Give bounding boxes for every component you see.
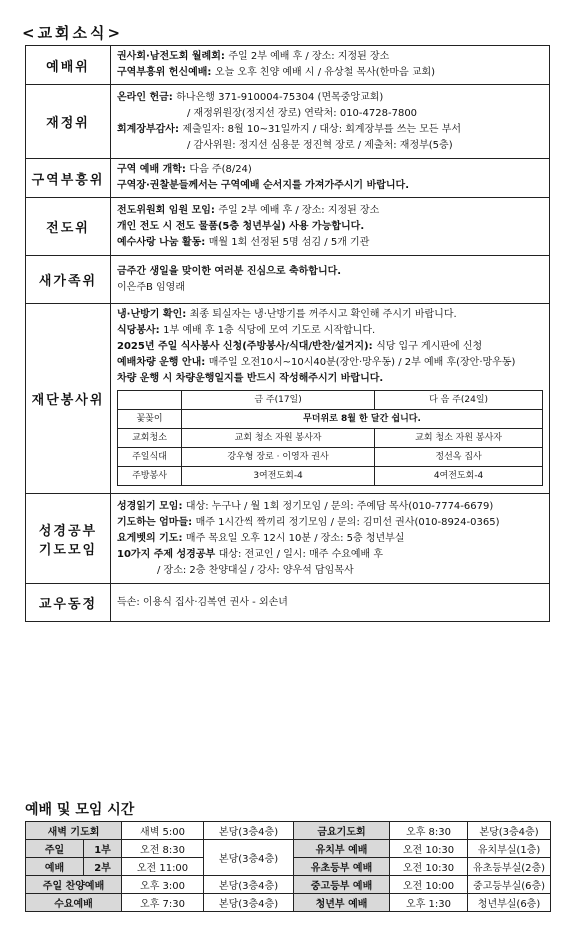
schedule-value: 본당(3층4층) — [204, 840, 294, 876]
news-line: 회계장부감사: 제출일자: 8월 10~31일까지 / 대상: 회계장부를 쓰는 모든 부서 — [117, 123, 462, 135]
news-line: 이은주B 임영래 — [117, 281, 185, 293]
news-row — [26, 198, 550, 256]
news-body — [111, 159, 550, 198]
news-line: 성경읽기 모임: 대상: 누구나 / 월 1회 정기모임 / 문의: 주예담 목사(010-7774-6679) — [117, 500, 494, 512]
schedule-value: 유치부실(1층) — [468, 840, 551, 858]
schedule-label: 1부 — [84, 840, 122, 858]
news-line: 예수사랑 나눔 활동: 매월 1회 선정된 5명 섬김 / 5개 기관 — [117, 236, 370, 248]
news-line: 요게벳의 기도: 매주 목요일 오후 12시 10분 / 장소: 5층 청년부실 — [117, 532, 405, 544]
duty-week-header: 금 주(17일) — [182, 391, 375, 410]
schedule-row — [26, 822, 551, 840]
schedule-table — [25, 821, 551, 912]
schedule-value: 본당(3층4층) — [204, 894, 294, 912]
duty-value: 4여전도회-4 — [375, 467, 543, 486]
dept-label: 재단봉사위 — [26, 304, 111, 494]
schedule-label: 금요기도회 — [294, 822, 390, 840]
schedule-value: 오전 10:30 — [390, 840, 468, 858]
schedule-title: 예배 및 모임 시간 — [25, 802, 135, 818]
schedule-label: 유치부 예배 — [294, 840, 390, 858]
duty-week-header: 다 음 주(24일) — [375, 391, 543, 410]
schedule-value: 오전 11:00 — [122, 858, 204, 876]
duty-row — [118, 448, 543, 467]
news-line: 10가지 주제 성경공부 대상: 전교인 / 일시: 매주 수요예배 후 — [117, 548, 384, 560]
news-row — [26, 256, 550, 304]
dept-label: 구역부흥위 — [26, 159, 111, 198]
news-body — [111, 198, 550, 256]
news-row — [26, 494, 550, 584]
duty-label: 교회청소 — [118, 429, 182, 448]
news-line: 구역부흥위 헌신예배: 오늘 오후 친양 예배 시 / 유상철 목사(한마음 교회) — [117, 67, 436, 78]
schedule-value: 오후 3:00 — [122, 876, 204, 894]
schedule-value: 유초등부실(2층) — [468, 858, 551, 876]
news-line: 득손: 이용식 집사·김복연 권사 - 외손녀 — [117, 596, 288, 608]
schedule-label: 수요예배 — [26, 894, 122, 912]
schedule-label: 유초등부 예배 — [294, 858, 390, 876]
schedule-value: 오전 10:30 — [390, 858, 468, 876]
news-line: 기도하는 엄마들: 매주 1시간씩 짝끼리 정기모임 / 문의: 김미선 권사(010-8924-0365) — [117, 516, 500, 528]
news-body — [111, 256, 550, 304]
duty-row — [118, 429, 543, 448]
news-line: 2025년 주일 식사봉사 신청(주방봉사/식대/반찬/설거지): 식당 입구 게시판에 신청 — [117, 341, 483, 352]
duty-row — [118, 467, 543, 486]
schedule-value: 오후 1:30 — [390, 894, 468, 912]
news-line: / 감사위원: 정지선 심용문 정진혁 장로 / 제출처: 재정부(5층) — [187, 139, 453, 151]
duty-value: 교회 청소 자원 봉사자 — [375, 429, 543, 448]
news-line: 개인 전도 시 전도 물품(5층 청년부실) 사용 가능합니다. — [117, 220, 365, 232]
news-body — [111, 304, 550, 494]
duty-value: 무더위로 8월 한 달간 쉽니다. — [182, 410, 543, 429]
section-title: <교회소식> — [22, 24, 124, 42]
schedule-row — [26, 840, 551, 858]
dept-label: 성경공부 기도모임 — [26, 494, 111, 584]
schedule-label: 중고등부 예배 — [294, 876, 390, 894]
duty-label: 주일식대 — [118, 448, 182, 467]
duty-label: 주방봉사 — [118, 467, 182, 486]
news-line: 구역장·권찰분들께서는 구역예배 순서지를 가져가주시기 바랍니다. — [117, 180, 410, 191]
schedule-value: 오후 8:30 — [390, 822, 468, 840]
schedule-value: 청년부실(6층) — [468, 894, 551, 912]
schedule-label: 2부 — [84, 858, 122, 876]
news-line: 예배차량 운행 안내: 매주일 오전10시~10시40분(장안·망우동) / 2부 예배 후(장안·망우동) — [117, 357, 516, 368]
dept-label: 예배위 — [26, 46, 111, 85]
schedule-row — [26, 894, 551, 912]
schedule-value: 새벽 5:00 — [122, 822, 204, 840]
schedule-value: 본당(3층4층) — [204, 876, 294, 894]
duty-row — [118, 410, 543, 429]
news-line: 권사회·남전도회 월례회: 주일 2부 예배 후 / 장소: 지정된 장소 — [117, 51, 390, 62]
schedule-row — [26, 876, 551, 894]
schedule-label: 주일 찬양예배 — [26, 876, 122, 894]
service-duty-table — [117, 390, 543, 486]
news-row — [26, 46, 550, 85]
news-body — [111, 584, 550, 622]
news-line: / 장소: 2층 찬양대실 / 강사: 양우석 담임목사 — [157, 564, 354, 576]
schedule-value: 본당(3층4층) — [468, 822, 551, 840]
dept-label: 새가족위 — [26, 256, 111, 304]
news-row — [26, 304, 550, 494]
dept-label: 전도위 — [26, 198, 111, 256]
duty-label: 꽃꽂이 — [118, 410, 182, 429]
duty-value: 정선옥 집사 — [375, 448, 543, 467]
news-line: 냉·난방기 확인: 최종 퇴실자는 냉·난방기를 꺼주시고 확인해 주시기 바랍니다. — [117, 309, 457, 320]
news-body — [111, 46, 550, 85]
schedule-value: 중고등부실(6층) — [468, 876, 551, 894]
news-line: 온라인 헌금: 하나은행 371-910004-75304 (면목중앙교회) — [117, 91, 384, 103]
schedule-value: 오전 10:00 — [390, 876, 468, 894]
schedule-label: 주일 — [26, 840, 84, 858]
schedule-label: 새벽 기도회 — [26, 822, 122, 840]
news-line: 전도위원회 임원 모임: 주일 2부 예배 후 / 장소: 지정된 장소 — [117, 204, 380, 216]
dept-label: 교우동정 — [26, 584, 111, 622]
dept-label: 재정위 — [26, 85, 111, 159]
schedule-label: 청년부 예배 — [294, 894, 390, 912]
news-row — [26, 159, 550, 198]
schedule-value: 본당(3층4층) — [204, 822, 294, 840]
duty-value: 강우형 장로 · 이영자 권사 — [182, 448, 375, 467]
schedule-label: 예배 — [26, 858, 84, 876]
news-body — [111, 85, 550, 159]
news-line: 차량 운행 시 차량운행일지를 반드시 작성해주시기 바랍니다. — [117, 373, 384, 384]
news-line: 식당봉사: 1부 예배 후 1층 식당에 모여 기도로 시작합니다. — [117, 325, 376, 336]
news-row — [26, 584, 550, 622]
church-news-table — [25, 45, 550, 622]
schedule-value: 오후 7:30 — [122, 894, 204, 912]
news-row — [26, 85, 550, 159]
news-line: 구역 예배 개학: 다음 주(8/24) — [117, 164, 252, 175]
duty-value: 3여전도회-4 — [182, 467, 375, 486]
news-line: / 재정위원장(정지선 장로) 연락처: 010-4728-7800 — [187, 107, 418, 119]
duty-value: 교회 청소 자원 봉사자 — [182, 429, 375, 448]
schedule-value: 오전 8:30 — [122, 840, 204, 858]
news-line: 금주간 생일을 맞이한 여러분 진심으로 축하합니다. — [117, 265, 342, 277]
news-body — [111, 494, 550, 584]
